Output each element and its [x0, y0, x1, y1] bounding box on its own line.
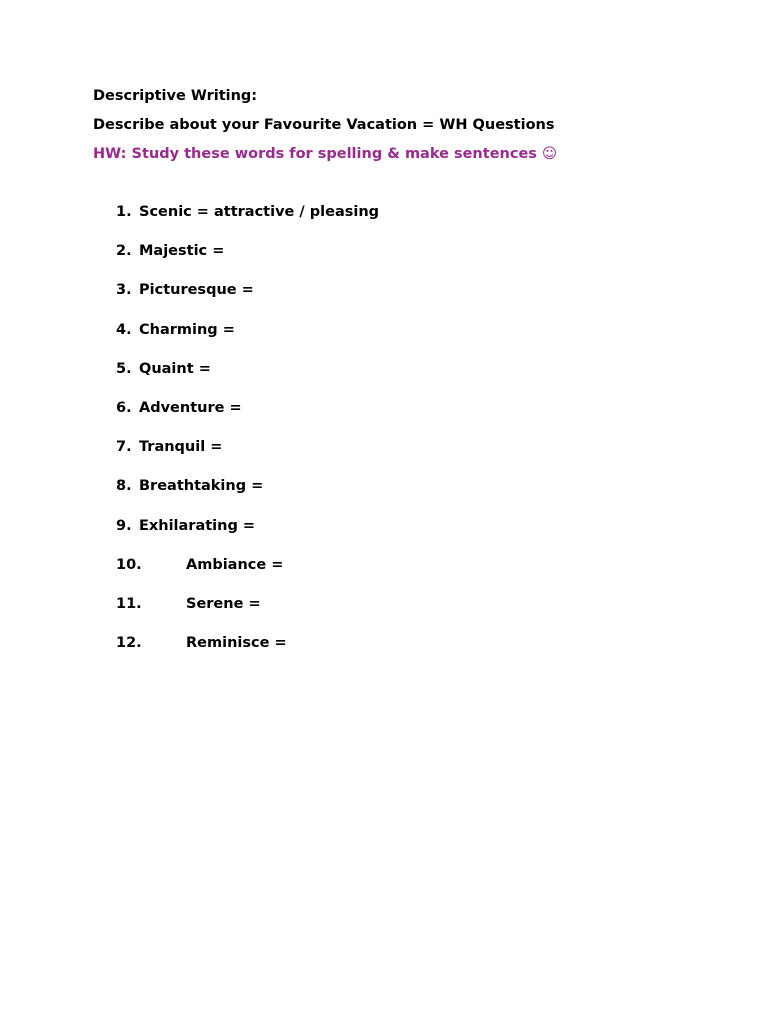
list-item: [116, 634, 379, 673]
list-item: [116, 281, 379, 320]
vocabulary-list: [116, 203, 379, 673]
list-item-number: 2.: [116, 243, 132, 260]
list-item-number: 5.: [116, 360, 132, 377]
list-item-text: Charming =: [139, 321, 235, 338]
list-item-number: 3.: [116, 282, 132, 299]
list-item-text: Ambiance =: [186, 556, 284, 573]
list-item-text: Reminisce =: [186, 635, 287, 652]
list-item-number: 12.: [116, 635, 142, 652]
list-item-number: 7.: [116, 439, 132, 456]
list-item-number: 6.: [116, 399, 132, 416]
list-item-text: Tranquil =: [139, 439, 223, 456]
list-item-number: 8.: [116, 478, 132, 495]
list-item: [116, 321, 379, 360]
document-title: Descriptive Writing:: [93, 88, 258, 104]
homework-instruction: HW: Study these words for spelling & make sentences ☺: [93, 146, 558, 162]
list-item: [116, 242, 379, 281]
list-item: [116, 477, 379, 516]
list-item: [116, 203, 379, 242]
list-item-number: 11.: [116, 595, 142, 612]
list-item-number: 4.: [116, 321, 132, 338]
list-item-text: Majestic =: [139, 243, 225, 260]
list-item: [116, 556, 379, 595]
list-item-number: 1.: [116, 204, 132, 220]
list-item-text: Scenic = attractive / pleasing: [139, 204, 380, 220]
list-item: [116, 438, 379, 477]
list-item-text: Picturesque =: [139, 282, 254, 299]
list-item-number: 10.: [116, 556, 142, 573]
list-item-text: Breathtaking =: [139, 478, 264, 495]
list-item-number: 9.: [116, 517, 132, 534]
list-item-text: Quaint =: [139, 360, 211, 377]
list-item-text: Serene =: [186, 595, 261, 612]
list-item: [116, 399, 379, 438]
list-item-text: Adventure =: [139, 399, 242, 416]
list-item: [116, 360, 379, 399]
document-subtitle: Describe about your Favourite Vacation = WH Questions: [93, 117, 555, 133]
list-item-text: Exhilarating =: [139, 517, 256, 534]
list-item: [116, 517, 379, 556]
list-item: [116, 595, 379, 634]
